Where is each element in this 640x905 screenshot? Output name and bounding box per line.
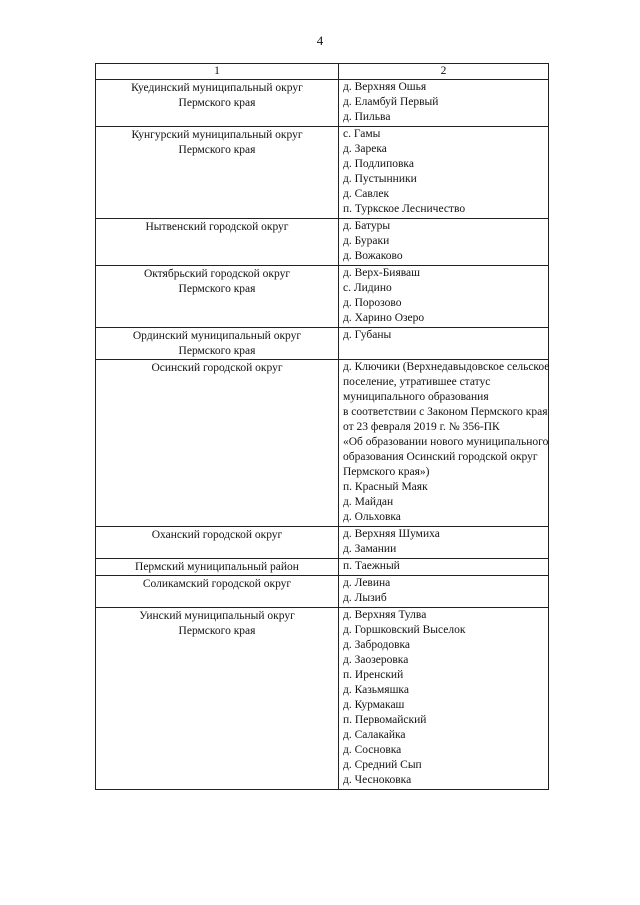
- region-cell: Ординский муниципальный округ Пермского края: [96, 328, 339, 360]
- settlement-item: д. Зарека: [343, 143, 387, 155]
- places-cell: [339, 559, 549, 576]
- table-row: [96, 328, 549, 360]
- settlement-item: с. Гамы: [343, 128, 381, 140]
- region-cell: Октябрьский городской округ Пермского края: [96, 266, 339, 328]
- settlement-item: муниципального образования: [343, 391, 489, 403]
- settlement-item: д. Верхняя Тулва: [343, 609, 427, 621]
- places-cell: [339, 328, 549, 360]
- settlement-item: д. Пильва: [343, 111, 391, 123]
- settlement-item: д. Бураки: [343, 235, 390, 247]
- places-cell: [339, 80, 549, 127]
- settlement-item: п. Иренский: [343, 669, 404, 681]
- settlement-item: д. Вожаково: [343, 250, 403, 262]
- table-row: [96, 219, 549, 266]
- settlement-item: д. Замании: [343, 543, 397, 555]
- settlement-item: д. Верхняя Шумиха: [343, 528, 440, 540]
- places-cell: [339, 576, 549, 608]
- settlement-item: д. Верх-Бияваш: [343, 267, 420, 279]
- settlement-item: д. Заозеровка: [343, 654, 409, 666]
- settlement-item: д. Ключики (Верхнедавыдовское сельское: [343, 361, 550, 373]
- table-header-row: [96, 64, 549, 80]
- settlement-item: д. Харино Озеро: [343, 312, 425, 324]
- places-cell: [339, 219, 549, 266]
- settlement-item: образования Осинский городской округ: [343, 451, 538, 463]
- settlement-item: в соответствии с Законом Пермского края: [343, 406, 548, 418]
- region-cell: Соликамский городской округ: [96, 576, 339, 608]
- column-header-1: 1: [96, 64, 339, 80]
- table-row: [96, 559, 549, 576]
- table-row: [96, 608, 549, 790]
- settlement-item: д. Забродовка: [343, 639, 411, 651]
- settlement-item: п. Таежный: [343, 560, 400, 572]
- settlements-table: [95, 63, 549, 790]
- settlement-item: от 23 февраля 2019 г. № 356-ПК: [343, 421, 500, 433]
- settlement-item: д. Подлиповка: [343, 158, 414, 170]
- settlement-item: д. Савлек: [343, 188, 390, 200]
- table-row: [96, 360, 549, 527]
- settlement-item: п. Первомайский: [343, 714, 427, 726]
- settlement-item: п. Красный Маяк: [343, 481, 428, 493]
- settlement-item: д. Салакайка: [343, 729, 406, 741]
- table-body: [96, 80, 549, 790]
- settlement-item: д. Ольховка: [343, 511, 401, 523]
- settlement-item: п. Туркское Лесничество: [343, 203, 466, 215]
- settlement-item: Пермского края»): [343, 466, 430, 478]
- region-cell: Кунгурский муниципальный округ Пермского края: [96, 127, 339, 219]
- settlement-item: д. Казьмяшка: [343, 684, 409, 696]
- table-row: [96, 576, 549, 608]
- region-cell: Нытвенский городской округ: [96, 219, 339, 266]
- region-cell: Куединский муниципальный округ Пермского края: [96, 80, 339, 127]
- settlement-item: д. Пустынники: [343, 173, 417, 185]
- region-cell: Пермский муниципальный район: [96, 559, 339, 576]
- settlement-item: д. Лызиб: [343, 592, 387, 604]
- table-row: [96, 527, 549, 559]
- table-row: [96, 127, 549, 219]
- places-cell: [339, 527, 549, 559]
- settlement-item: с. Лидино: [343, 282, 392, 294]
- settlement-item: д. Еламбуй Первый: [343, 96, 439, 108]
- table-row: [96, 80, 549, 127]
- settlement-item: поселение, утратившее статус: [343, 376, 491, 388]
- table-row: [96, 266, 549, 328]
- settlement-item: д. Порозово: [343, 297, 402, 309]
- settlement-item: д. Сосновка: [343, 744, 402, 756]
- places-cell: [339, 608, 549, 790]
- page-number: 4: [316, 33, 324, 48]
- settlement-item: д. Средний Сып: [343, 759, 422, 771]
- settlement-item: д. Верхняя Ошья: [343, 81, 427, 93]
- places-cell: [339, 127, 549, 219]
- settlement-item: д. Левина: [343, 577, 391, 589]
- region-cell: Осинский городской округ: [96, 360, 339, 527]
- places-cell: [339, 266, 549, 328]
- settlement-item: д. Губаны: [343, 329, 392, 341]
- settlement-item: д. Батуры: [343, 220, 391, 232]
- settlement-item: д. Горшковский Выселок: [343, 624, 466, 636]
- settlement-item: «Об образовании нового муниципального: [343, 436, 549, 448]
- places-cell: [339, 360, 549, 527]
- region-cell: Уинский муниципальный округ Пермского края: [96, 608, 339, 790]
- region-cell: Оханский городской округ: [96, 527, 339, 559]
- settlement-item: д. Майдан: [343, 496, 394, 508]
- settlement-item: д. Курмакаш: [343, 699, 405, 711]
- settlement-item: д. Чесноковка: [343, 774, 412, 786]
- column-header-2: 2: [339, 64, 549, 80]
